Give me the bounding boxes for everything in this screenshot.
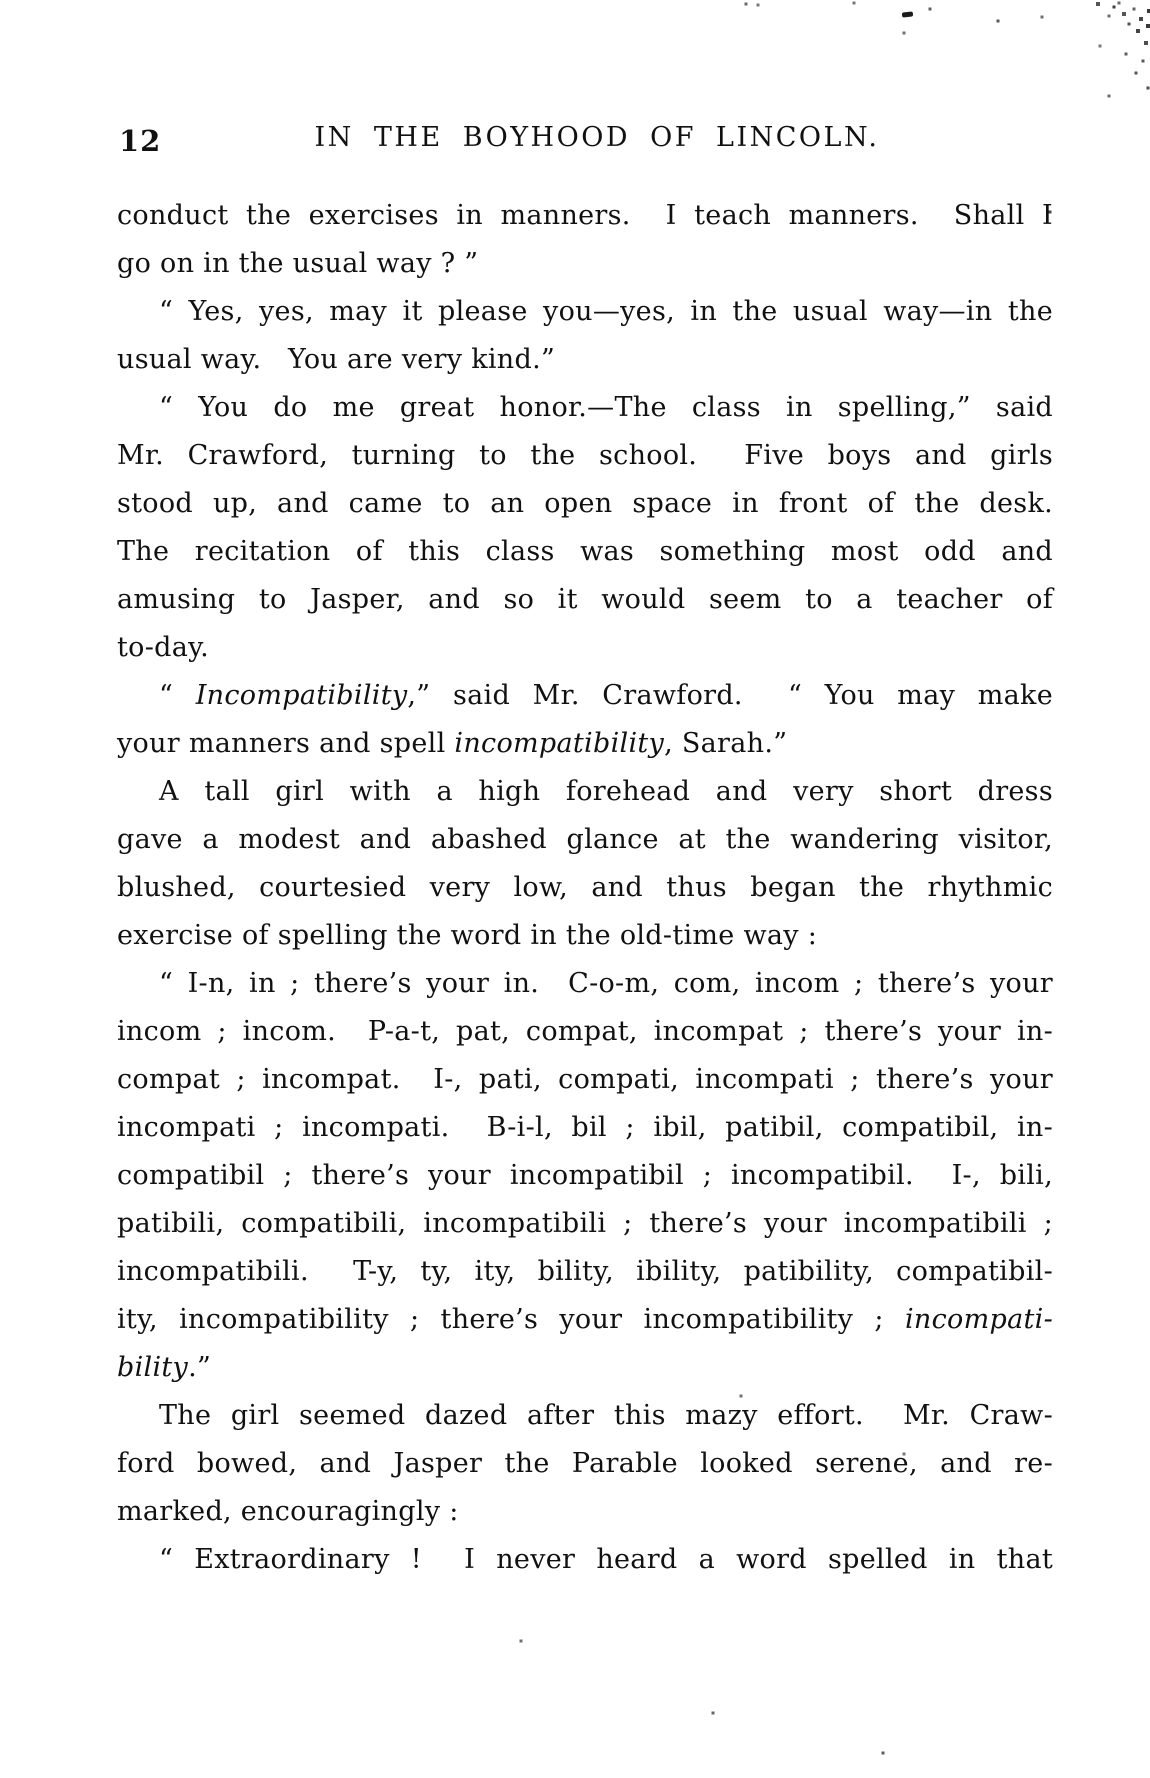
text-line: marked, encouragingly : xyxy=(117,1496,459,1527)
text-line: to-day. xyxy=(117,632,209,663)
italic-text: incompatibility xyxy=(454,728,665,759)
paragraph xyxy=(117,1536,1053,1584)
text-line: Mr. Crawford, turning to the school. Five boys and girls xyxy=(117,440,1053,471)
page-header xyxy=(117,118,1053,162)
text-line: The recitation of this class was something most odd and xyxy=(117,536,1053,567)
running-title: IN THE BOYHOOD OF LINCOLN. xyxy=(314,122,880,153)
text-line: incompati ; incompati. B-i-l, bil ; ibil, patibil, compatibil, in- xyxy=(117,1112,1053,1143)
text-line xyxy=(117,672,1053,720)
ink-smudge-mark xyxy=(902,11,913,17)
text-line: “ Extraordinary ! I never heard a word spelled in that xyxy=(159,1544,1053,1575)
text-line xyxy=(117,1296,1053,1344)
text-line: compat ; incompat. I-, pati, compati, incompati ; there’s your xyxy=(117,1064,1053,1095)
text-line: gave a modest and abashed glance at the wandering visitor, xyxy=(117,824,1053,855)
paragraph xyxy=(117,192,1053,288)
text-line: conduct the exercises in manners. I teach manners. Shall I xyxy=(117,200,1053,231)
text-line: patibili, compatibili, incompatibili ; there’s your incompatibili ; xyxy=(117,1208,1053,1239)
text-line: blushed, courtesied very low, and thus began the rhythmic xyxy=(117,872,1053,903)
italic-text: bility xyxy=(117,1352,189,1383)
text-line: amusing to Jasper, and so it would seem to a teacher of xyxy=(117,584,1053,615)
paragraph xyxy=(117,384,1053,672)
page-text xyxy=(117,192,1053,1584)
text-line: A tall girl with a high forehead and very short dress xyxy=(159,776,1053,807)
text-line: incom ; incom. P-a-t, pat, compat, incompat ; there’s your in- xyxy=(117,1016,1053,1047)
text-line: “ I-n, in ; there’s your in. C-o-m, com, incom ; there’s your xyxy=(159,968,1053,999)
italic-text: Incompatibility xyxy=(195,680,408,711)
text-line: exercise of spelling the word in the old-time way : xyxy=(117,920,818,951)
text-segment: “ xyxy=(159,680,196,711)
text-line: “ You do me great honor.—The class in spelling,” said xyxy=(159,392,1053,423)
text-line: incompatibili. T-y, ty, ity, bility, ibility, patibility, compatibil- xyxy=(117,1256,1053,1287)
italic-text: incompati- xyxy=(905,1304,1053,1335)
text-segment: , Sarah.” xyxy=(664,728,788,759)
text-line xyxy=(117,1344,1053,1392)
text-line: stood up, and came to an open space in front of the desk. xyxy=(117,488,1053,519)
text-line: ford bowed, and Jasper the Parable looked serene, and re- xyxy=(117,1448,1053,1479)
text-line: compatibil ; there’s your incompatibil ; incompatibil. I-, bili, xyxy=(117,1160,1053,1191)
paragraph xyxy=(117,768,1053,960)
page-number: 12 xyxy=(119,124,162,158)
text-segment: .” xyxy=(188,1352,212,1383)
text-line: usual way. You are very kind.” xyxy=(117,344,556,375)
scan-noise-specks xyxy=(0,0,2,2)
text-segment: your manners and spell xyxy=(117,728,455,759)
paragraph xyxy=(117,288,1053,384)
text-segment: ity, incompatibility ; there’s your incompatibility ; xyxy=(117,1304,905,1335)
text-line xyxy=(117,720,1053,768)
paragraph xyxy=(117,1392,1053,1536)
text-line: The girl seemed dazed after this mazy effort. Mr. Craw- xyxy=(159,1400,1053,1431)
paragraph xyxy=(117,672,1053,768)
text-line: “ Yes, yes, may it please you—yes, in the usual way—in the xyxy=(159,296,1053,327)
paragraph xyxy=(117,960,1053,1392)
text-line: go on in the usual way ? ” xyxy=(117,248,479,279)
text-segment: ,” said Mr. Crawford. “ You may make xyxy=(407,680,1053,711)
